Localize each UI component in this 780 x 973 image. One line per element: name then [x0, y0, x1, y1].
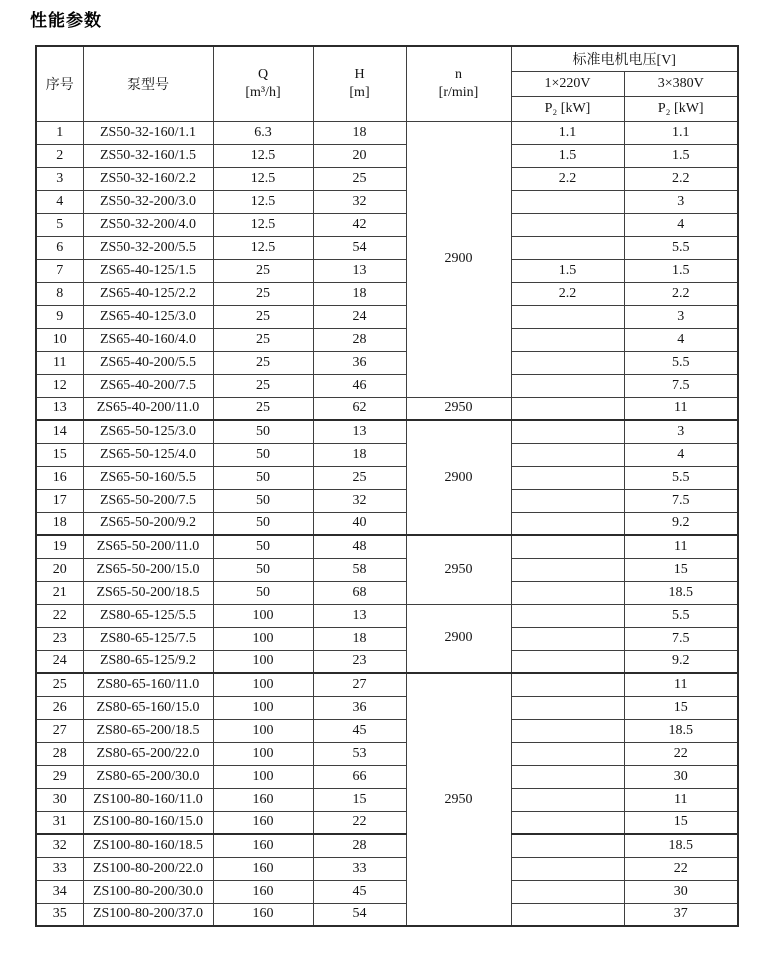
table-row: [36, 213, 738, 236]
header-voltage-380: 3×380V: [624, 71, 738, 96]
power-380v-cell: 4: [624, 328, 738, 351]
table-row: [36, 673, 738, 696]
header-row-1: [36, 46, 738, 71]
head-cell: 18: [313, 443, 406, 466]
flow-cell: 100: [213, 604, 313, 627]
head-cell: 18: [313, 627, 406, 650]
table-row: [36, 397, 738, 420]
power-380v-cell: 18.5: [624, 581, 738, 604]
head-cell: 54: [313, 236, 406, 259]
serial-cell: 2: [36, 144, 83, 167]
power-380v-cell: 11: [624, 535, 738, 558]
power-220v-cell: [511, 788, 624, 811]
head-cell: 45: [313, 880, 406, 903]
model-cell: ZS100-80-160/11.0: [83, 788, 213, 811]
flow-cell: 50: [213, 581, 313, 604]
flow-cell: 25: [213, 305, 313, 328]
flow-cell: 25: [213, 328, 313, 351]
table-row: [36, 604, 738, 627]
table-row: [36, 811, 738, 834]
model-cell: ZS80-65-125/7.5: [83, 627, 213, 650]
model-cell: ZS80-65-200/18.5: [83, 719, 213, 742]
serial-cell: 33: [36, 857, 83, 880]
flow-cell: 160: [213, 811, 313, 834]
head-cell: 40: [313, 512, 406, 535]
head-cell: 22: [313, 811, 406, 834]
head-cell: 15: [313, 788, 406, 811]
flow-cell: 50: [213, 512, 313, 535]
serial-cell: 30: [36, 788, 83, 811]
serial-cell: 25: [36, 673, 83, 696]
table-row: [36, 328, 738, 351]
model-cell: ZS80-65-160/15.0: [83, 696, 213, 719]
table-row: [36, 535, 738, 558]
head-cell: 36: [313, 351, 406, 374]
serial-cell: 35: [36, 903, 83, 926]
power-220v-cell: [511, 811, 624, 834]
serial-cell: 3: [36, 167, 83, 190]
serial-cell: 8: [36, 282, 83, 305]
power-380v-cell: 11: [624, 788, 738, 811]
power-380v-cell: 11: [624, 673, 738, 696]
flow-cell: 100: [213, 765, 313, 788]
header-model: 泵型号: [83, 46, 213, 121]
flow-cell: 100: [213, 696, 313, 719]
model-cell: ZS65-40-200/5.5: [83, 351, 213, 374]
power-220v-cell: [511, 236, 624, 259]
power-220v-cell: [511, 374, 624, 397]
head-cell: 27: [313, 673, 406, 696]
power-220v-cell: [511, 834, 624, 857]
serial-cell: 5: [36, 213, 83, 236]
head-cell: 24: [313, 305, 406, 328]
power-380v-cell: 1.5: [624, 144, 738, 167]
head-cell: 33: [313, 857, 406, 880]
flow-cell: 100: [213, 719, 313, 742]
model-cell: ZS65-40-200/11.0: [83, 397, 213, 420]
head-cell: 66: [313, 765, 406, 788]
table-row: [36, 857, 738, 880]
serial-cell: 24: [36, 650, 83, 673]
flow-cell: 50: [213, 443, 313, 466]
header-speed-unit: [r/min]: [438, 84, 479, 100]
power-380v-cell: 7.5: [624, 374, 738, 397]
head-cell: 42: [313, 213, 406, 236]
model-cell: ZS65-40-125/1.5: [83, 259, 213, 282]
power-220v-cell: [511, 420, 624, 443]
header-power-220: P₂ [kW]: [511, 96, 624, 121]
model-cell: ZS50-32-160/1.5: [83, 144, 213, 167]
serial-cell: 34: [36, 880, 83, 903]
header-head-unit: [m]: [349, 84, 370, 100]
table-row: [36, 558, 738, 581]
power-380v-cell: 1.5: [624, 259, 738, 282]
serial-cell: 23: [36, 627, 83, 650]
power-220v-cell: [511, 558, 624, 581]
power-220v-cell: [511, 880, 624, 903]
power-220v-cell: [511, 190, 624, 213]
speed-cell: 2900: [406, 420, 511, 535]
power-380v-cell: 3: [624, 420, 738, 443]
power-220v-cell: [511, 903, 624, 926]
flow-cell: 160: [213, 903, 313, 926]
power-220v-cell: [511, 213, 624, 236]
power-220v-cell: 2.2: [511, 282, 624, 305]
model-cell: ZS80-65-125/9.2: [83, 650, 213, 673]
power-220v-cell: [511, 627, 624, 650]
speed-cell: 2950: [406, 397, 511, 420]
head-cell: 13: [313, 259, 406, 282]
power-380v-cell: 9.2: [624, 512, 738, 535]
flow-cell: 25: [213, 351, 313, 374]
flow-cell: 100: [213, 742, 313, 765]
serial-cell: 20: [36, 558, 83, 581]
serial-cell: 15: [36, 443, 83, 466]
header-power-380: P₂ [kW]: [624, 96, 738, 121]
power-380v-cell: 18.5: [624, 719, 738, 742]
power-380v-cell: 4: [624, 443, 738, 466]
serial-cell: 1: [36, 121, 83, 144]
head-cell: 36: [313, 696, 406, 719]
serial-cell: 19: [36, 535, 83, 558]
serial-cell: 31: [36, 811, 83, 834]
table-row: [36, 305, 738, 328]
table-row: [36, 259, 738, 282]
model-cell: ZS65-50-200/9.2: [83, 512, 213, 535]
table-row: [36, 351, 738, 374]
power-380v-cell: 9.2: [624, 650, 738, 673]
model-cell: ZS50-32-200/3.0: [83, 190, 213, 213]
power-380v-cell: 5.5: [624, 236, 738, 259]
head-cell: 45: [313, 719, 406, 742]
serial-cell: 4: [36, 190, 83, 213]
power-380v-cell: 5.5: [624, 351, 738, 374]
power-380v-cell: 22: [624, 857, 738, 880]
speed-cell: 2950: [406, 673, 511, 926]
power-220v-cell: 1.1: [511, 121, 624, 144]
flow-cell: 50: [213, 535, 313, 558]
model-cell: ZS65-40-125/3.0: [83, 305, 213, 328]
table-row: [36, 190, 738, 213]
head-cell: 46: [313, 374, 406, 397]
header-voltage-220: 1×220V: [511, 71, 624, 96]
flow-cell: 12.5: [213, 167, 313, 190]
power-220v-cell: [511, 328, 624, 351]
table-row: [36, 167, 738, 190]
table-row: [36, 420, 738, 443]
model-cell: ZS80-65-200/22.0: [83, 742, 213, 765]
head-cell: 18: [313, 282, 406, 305]
power-220v-cell: [511, 696, 624, 719]
serial-cell: 11: [36, 351, 83, 374]
power-380v-cell: 2.2: [624, 282, 738, 305]
power-220v-cell: 1.5: [511, 259, 624, 282]
power-380v-cell: 30: [624, 765, 738, 788]
model-cell: ZS50-32-200/5.5: [83, 236, 213, 259]
speed-cell: 2950: [406, 535, 511, 604]
flow-cell: 100: [213, 650, 313, 673]
model-cell: ZS80-65-125/5.5: [83, 604, 213, 627]
serial-cell: 27: [36, 719, 83, 742]
serial-cell: 32: [36, 834, 83, 857]
serial-cell: 18: [36, 512, 83, 535]
table-row: [36, 834, 738, 857]
flow-cell: 25: [213, 259, 313, 282]
power-220v-cell: [511, 604, 624, 627]
head-cell: 28: [313, 834, 406, 857]
page-title: 性能参数: [30, 11, 102, 30]
flow-cell: 25: [213, 397, 313, 420]
flow-cell: 160: [213, 788, 313, 811]
table-row: [36, 282, 738, 305]
model-cell: ZS100-80-200/30.0: [83, 880, 213, 903]
power-220v-cell: [511, 650, 624, 673]
model-cell: ZS50-32-160/2.2: [83, 167, 213, 190]
power-220v-cell: [511, 305, 624, 328]
power-380v-cell: 5.5: [624, 604, 738, 627]
table-row: [36, 466, 738, 489]
table-row: [36, 650, 738, 673]
power-220v-cell: 2.2: [511, 167, 624, 190]
flow-cell: 6.3: [213, 121, 313, 144]
serial-cell: 16: [36, 466, 83, 489]
head-cell: 13: [313, 420, 406, 443]
power-380v-cell: 30: [624, 880, 738, 903]
serial-cell: 28: [36, 742, 83, 765]
model-cell: ZS65-40-200/7.5: [83, 374, 213, 397]
table-row: [36, 627, 738, 650]
model-cell: ZS65-50-200/11.0: [83, 535, 213, 558]
power-220v-cell: [511, 512, 624, 535]
power-380v-cell: 3: [624, 190, 738, 213]
model-cell: ZS65-50-125/4.0: [83, 443, 213, 466]
table-row: [36, 374, 738, 397]
power-380v-cell: 37: [624, 903, 738, 926]
table-row: [36, 489, 738, 512]
table-row: [36, 144, 738, 167]
table-row: [36, 443, 738, 466]
flow-cell: 50: [213, 466, 313, 489]
power-380v-cell: 4: [624, 213, 738, 236]
model-cell: ZS65-50-200/15.0: [83, 558, 213, 581]
table-row: [36, 719, 738, 742]
power-380v-cell: 2.2: [624, 167, 738, 190]
flow-cell: 12.5: [213, 144, 313, 167]
header-serial: 序号: [36, 46, 83, 121]
serial-cell: 10: [36, 328, 83, 351]
table-row: [36, 903, 738, 926]
model-cell: ZS50-32-200/4.0: [83, 213, 213, 236]
serial-cell: 12: [36, 374, 83, 397]
power-380v-cell: 3: [624, 305, 738, 328]
model-cell: ZS80-65-200/30.0: [83, 765, 213, 788]
power-220v-cell: [511, 673, 624, 696]
power-380v-cell: 15: [624, 811, 738, 834]
head-cell: 62: [313, 397, 406, 420]
head-cell: 54: [313, 903, 406, 926]
power-380v-cell: 18.5: [624, 834, 738, 857]
model-cell: ZS100-80-160/18.5: [83, 834, 213, 857]
flow-cell: 160: [213, 857, 313, 880]
power-220v-cell: [511, 581, 624, 604]
power-220v-cell: 1.5: [511, 144, 624, 167]
power-220v-cell: [511, 489, 624, 512]
header-speed: [406, 46, 511, 121]
head-cell: 13: [313, 604, 406, 627]
head-cell: 68: [313, 581, 406, 604]
table-row: [36, 788, 738, 811]
head-cell: 28: [313, 328, 406, 351]
head-cell: 48: [313, 535, 406, 558]
model-cell: ZS65-50-125/3.0: [83, 420, 213, 443]
speed-cell: 2900: [406, 604, 511, 673]
power-220v-cell: [511, 742, 624, 765]
flow-cell: 160: [213, 834, 313, 857]
head-cell: 25: [313, 466, 406, 489]
model-cell: ZS65-50-200/18.5: [83, 581, 213, 604]
flow-cell: 12.5: [213, 213, 313, 236]
flow-cell: 12.5: [213, 190, 313, 213]
head-cell: 25: [313, 167, 406, 190]
power-380v-cell: 5.5: [624, 466, 738, 489]
power-380v-cell: 15: [624, 558, 738, 581]
table-row: [36, 696, 738, 719]
power-380v-cell: 22: [624, 742, 738, 765]
flow-cell: 50: [213, 489, 313, 512]
flow-cell: 100: [213, 627, 313, 650]
power-220v-cell: [511, 857, 624, 880]
header-flow-symbol: Q: [257, 67, 269, 83]
header-head-symbol: H: [354, 67, 365, 83]
table-row: [36, 512, 738, 535]
model-cell: ZS100-80-200/37.0: [83, 903, 213, 926]
power-220v-cell: [511, 351, 624, 374]
header-head: [313, 46, 406, 121]
model-cell: ZS65-40-125/2.2: [83, 282, 213, 305]
power-220v-cell: [511, 765, 624, 788]
header-speed-symbol: n: [455, 67, 462, 83]
model-cell: ZS65-50-200/7.5: [83, 489, 213, 512]
model-cell: ZS80-65-160/11.0: [83, 673, 213, 696]
table-row: [36, 742, 738, 765]
power-380v-cell: 11: [624, 397, 738, 420]
table-row: [36, 121, 738, 144]
flow-cell: 12.5: [213, 236, 313, 259]
flow-cell: 50: [213, 558, 313, 581]
serial-cell: 17: [36, 489, 83, 512]
power-380v-cell: 15: [624, 696, 738, 719]
table-row: [36, 581, 738, 604]
serial-cell: 6: [36, 236, 83, 259]
head-cell: 32: [313, 190, 406, 213]
power-220v-cell: [511, 443, 624, 466]
flow-cell: 25: [213, 374, 313, 397]
header-voltage-group: 标准电机电压[V]: [511, 46, 738, 71]
power-220v-cell: [511, 397, 624, 420]
model-cell: ZS100-80-200/22.0: [83, 857, 213, 880]
power-380v-cell: 7.5: [624, 489, 738, 512]
serial-cell: 26: [36, 696, 83, 719]
table-header: [36, 46, 738, 121]
power-380v-cell: 1.1: [624, 121, 738, 144]
performance-parameters-table: [35, 45, 739, 927]
head-cell: 32: [313, 489, 406, 512]
head-cell: 23: [313, 650, 406, 673]
table-body: [36, 121, 738, 926]
serial-cell: 9: [36, 305, 83, 328]
serial-cell: 14: [36, 420, 83, 443]
flow-cell: 50: [213, 420, 313, 443]
table-row: [36, 880, 738, 903]
head-cell: 58: [313, 558, 406, 581]
serial-cell: 7: [36, 259, 83, 282]
serial-cell: 29: [36, 765, 83, 788]
header-flow-unit: [m³/h]: [245, 84, 281, 100]
head-cell: 18: [313, 121, 406, 144]
power-380v-cell: 7.5: [624, 627, 738, 650]
model-cell: ZS65-50-160/5.5: [83, 466, 213, 489]
table-row: [36, 236, 738, 259]
head-cell: 53: [313, 742, 406, 765]
model-cell: ZS50-32-160/1.1: [83, 121, 213, 144]
flow-cell: 100: [213, 673, 313, 696]
model-cell: ZS65-40-160/4.0: [83, 328, 213, 351]
table-row: [36, 765, 738, 788]
serial-cell: 13: [36, 397, 83, 420]
power-220v-cell: [511, 719, 624, 742]
power-220v-cell: [511, 466, 624, 489]
serial-cell: 22: [36, 604, 83, 627]
model-cell: ZS100-80-160/15.0: [83, 811, 213, 834]
flow-cell: 25: [213, 282, 313, 305]
header-flow: [213, 46, 313, 121]
speed-cell: 2900: [406, 121, 511, 397]
power-220v-cell: [511, 535, 624, 558]
flow-cell: 160: [213, 880, 313, 903]
head-cell: 20: [313, 144, 406, 167]
serial-cell: 21: [36, 581, 83, 604]
